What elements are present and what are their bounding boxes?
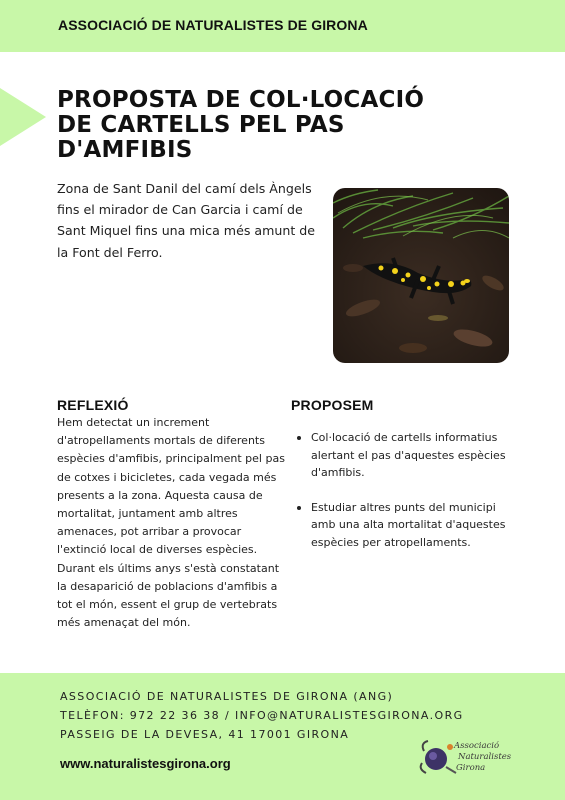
ang-logo-icon bbox=[416, 733, 526, 781]
website-link[interactable]: www.naturalistesgirona.org bbox=[60, 756, 231, 771]
list-item-text: Col·locació de cartells informatius alertant el pas d'aquestes espècies d'amfibis. bbox=[311, 431, 506, 480]
footer-contact-line: TELÈFON: 972 22 36 38 / INFO@NATURALISTESGIRONA.ORG bbox=[60, 709, 464, 722]
zone-description: Zona de Sant Danil del camí dels Àngels fins el mirador de Can Garcia i camí de Sant Miquel fins una mica més amunt de la Font del Ferro. bbox=[57, 181, 316, 260]
fire-salamander-photo bbox=[333, 188, 509, 363]
proposem-list bbox=[295, 429, 515, 569]
logo-text-line: Girona bbox=[456, 763, 486, 773]
footer-org-line: ASSOCIACIÓ DE NATURALISTES DE GIRONA (ANG) bbox=[60, 690, 394, 703]
logo-text-line: Naturalistes bbox=[458, 752, 512, 762]
list-item bbox=[295, 429, 515, 482]
proposem-heading: PROPOSEM bbox=[291, 397, 374, 413]
list-item-text: Estudiar altres punts del municipi amb una alta mortalitat d'aquestes espècies per atropellaments. bbox=[311, 500, 506, 549]
bullet-icon bbox=[297, 436, 301, 440]
title-line: DE CARTELLS PEL PAS bbox=[57, 112, 345, 138]
title-line: PROPOSTA DE COL·LOCACIÓ bbox=[57, 87, 425, 113]
accent-arrow-icon bbox=[0, 88, 46, 146]
reflexio-heading: REFLEXIÓ bbox=[57, 397, 129, 413]
title-line: D'AMFIBIS bbox=[57, 137, 193, 163]
bullet-icon bbox=[297, 506, 301, 510]
footer-address-line: PASSEIG DE LA DEVESA, 41 17001 GIRONA bbox=[60, 728, 350, 741]
footer bbox=[0, 673, 565, 800]
reflexio-body: Hem detectat un increment d'atropellaments mortals de diferents espècies d'amfibis, principalment pel pas de cotxes i bicicletes, cada vegada més presents a la zona. Aquesta causa de mortalitat, juntament amb altres amenaces, pot arribar a provocar l'extinció local de diverses espècies. Durant els últims anys s'està constatant la desaparició de poblacions d'amfibis a tot el món, essent el grup de vertebrats més amenaçat del món. bbox=[57, 416, 285, 630]
header-org-name: ASSOCIACIÓ DE NATURALISTES DE GIRONA bbox=[58, 17, 368, 33]
logo-text-line: Associació bbox=[454, 741, 500, 751]
page-title bbox=[57, 88, 477, 163]
header-bar bbox=[0, 0, 565, 52]
list-item bbox=[295, 499, 515, 552]
